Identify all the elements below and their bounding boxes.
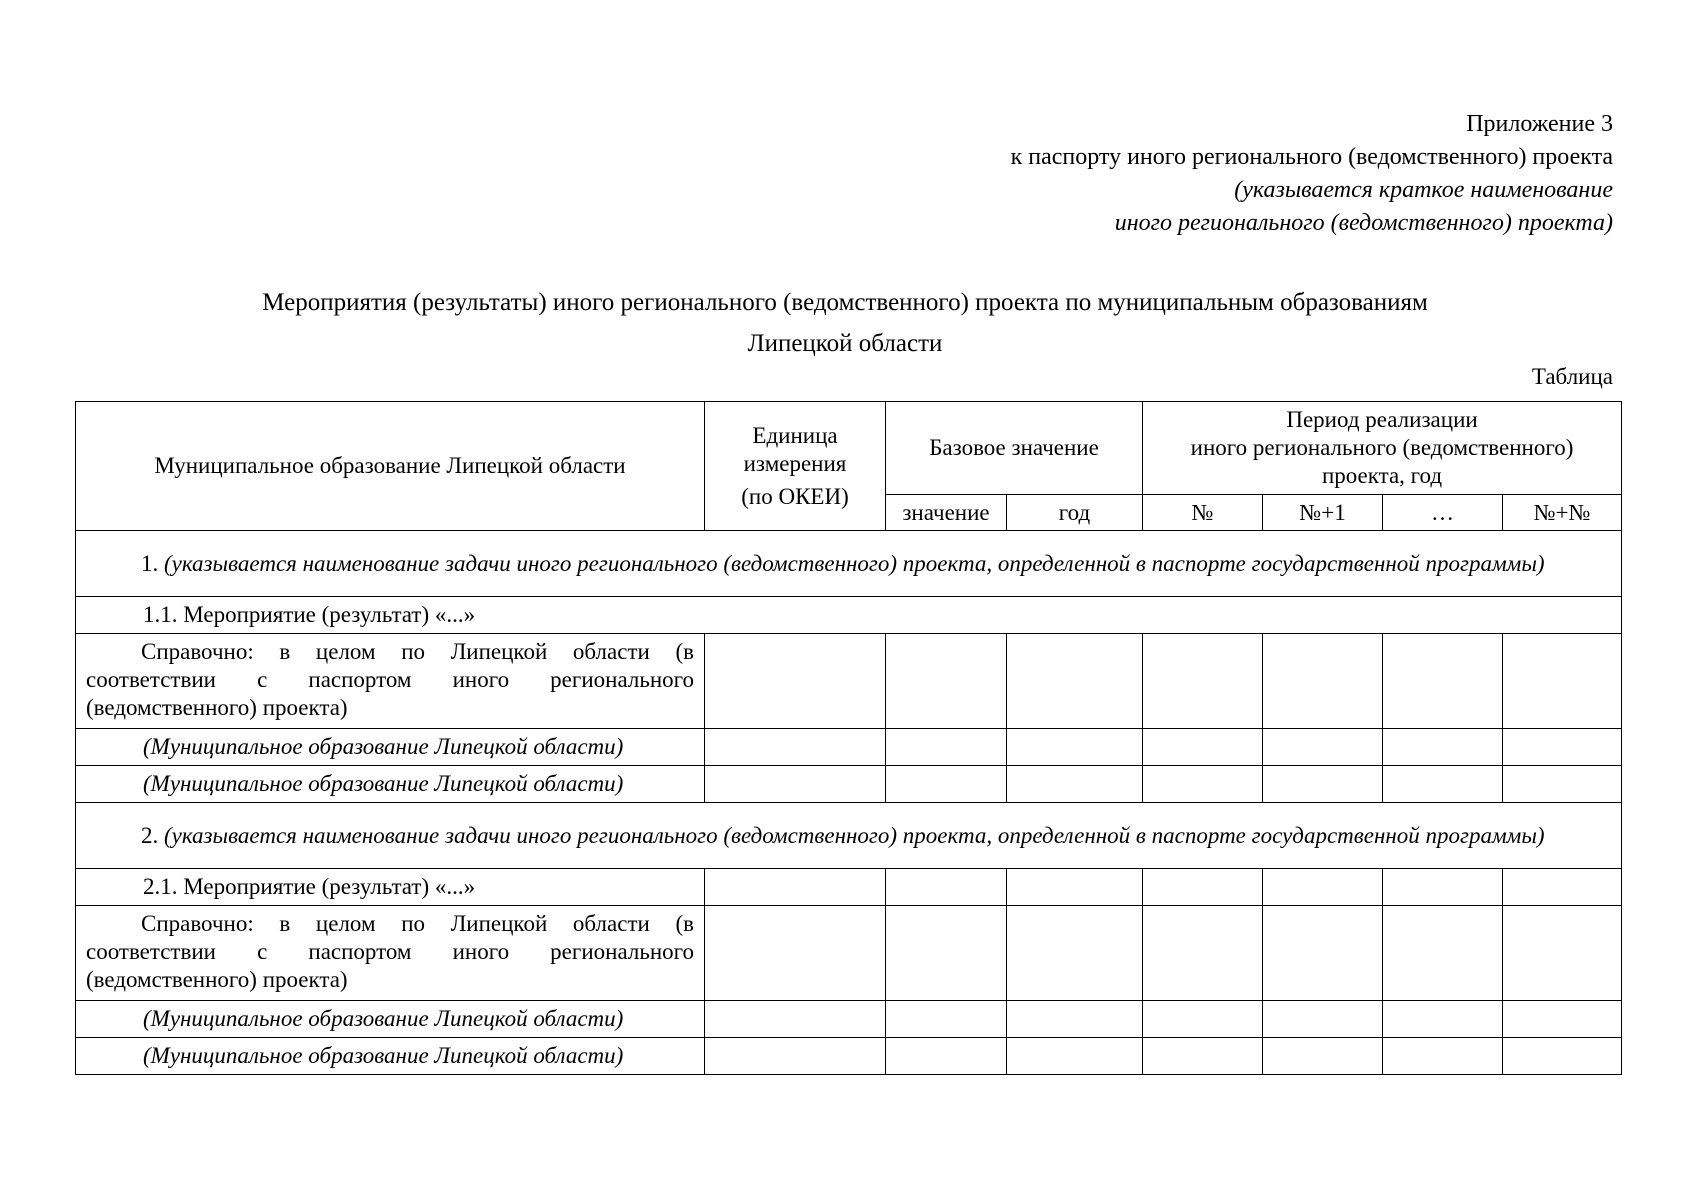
task-text-1: (указывается наименование задачи иного регионального (ведомственного) проекта, определенной в паспорте государственной программы) xyxy=(164,550,1545,576)
table-cell xyxy=(705,869,886,906)
table-cell xyxy=(886,869,1007,906)
appendix-number: Приложение 3 xyxy=(1466,111,1613,137)
table-cell xyxy=(1007,906,1143,1001)
header-row-1 xyxy=(76,402,1622,495)
table-cell xyxy=(705,729,886,766)
table-cell xyxy=(1263,634,1383,729)
sub-header-ellipsis: … xyxy=(1383,495,1503,531)
col-header-unit-line-1: Единица xyxy=(752,422,838,448)
reference-row-1 xyxy=(76,634,1622,729)
table-cell xyxy=(1503,906,1622,1001)
table-cell xyxy=(1383,1038,1503,1075)
table-cell xyxy=(1383,906,1503,1001)
reference-row-2 xyxy=(76,906,1622,1001)
municipality-label: (Муниципальное образование Липецкой области) xyxy=(76,1001,705,1038)
appendix-subtitle: к паспорту иного регионального (ведомственного) проекта xyxy=(1010,144,1613,170)
col-header-municipality: Муниципальное образование Липецкой области xyxy=(76,402,705,531)
table-cell xyxy=(1263,1038,1383,1075)
table-cell xyxy=(886,906,1007,1001)
document-title xyxy=(75,282,1615,364)
appendix-header xyxy=(1011,108,1613,240)
table-cell xyxy=(1143,1001,1263,1038)
task-row-2 xyxy=(76,803,1622,869)
table-cell xyxy=(1503,1038,1622,1075)
municipality-label: (Муниципальное образование Липецкой области) xyxy=(76,766,705,803)
table-cell xyxy=(1383,766,1503,803)
table-cell xyxy=(1383,1001,1503,1038)
table-cell xyxy=(1007,766,1143,803)
table-cell xyxy=(1383,869,1503,906)
measure-row-2 xyxy=(76,869,1622,906)
table-cell xyxy=(1263,906,1383,1001)
table-cell xyxy=(1503,869,1622,906)
table-cell xyxy=(1263,766,1383,803)
measure-label-1: 1.1. Мероприятие (результат) «...» xyxy=(76,597,1622,634)
table-cell xyxy=(1383,729,1503,766)
table-cell xyxy=(1143,906,1263,1001)
table-cell xyxy=(1263,869,1383,906)
table-cell xyxy=(1503,766,1622,803)
table-cell xyxy=(705,634,886,729)
sub-header-n: № xyxy=(1143,495,1263,531)
table-cell xyxy=(1263,729,1383,766)
municipality-row xyxy=(76,766,1622,803)
municipality-row xyxy=(76,1001,1622,1038)
sub-header-n-plus-1: №+1 xyxy=(1263,495,1383,531)
table-cell xyxy=(1007,634,1143,729)
table-cell xyxy=(886,1038,1007,1075)
task-number-1: 1. xyxy=(141,550,159,576)
col-header-unit-line-2: измерения xyxy=(743,450,847,476)
sub-header-value: значение xyxy=(886,495,1007,531)
col-header-unit xyxy=(705,402,886,531)
table-cell xyxy=(1143,1038,1263,1075)
measure-row-1 xyxy=(76,597,1622,634)
table-cell xyxy=(1503,634,1622,729)
table-cell xyxy=(705,766,886,803)
sub-header-n-plus-n: №+№ xyxy=(1503,495,1622,531)
reference-label-1: Справочно: в целом по Липецкой области (в соответствии с паспортом иного регионального (ведомственного) проекта) xyxy=(76,634,705,729)
col-header-period-line-3: проекта, год xyxy=(1321,463,1443,488)
appendix-note-1: (указывается краткое наименование xyxy=(1234,177,1613,203)
municipality-label: (Муниципальное образование Липецкой области) xyxy=(76,1038,705,1075)
col-header-base-value: Базовое значение xyxy=(886,402,1143,495)
reference-label-2: Справочно: в целом по Липецкой области (в соответствии с паспортом иного регионального (ведомственного) проекта) xyxy=(76,906,705,1001)
table-cell xyxy=(1143,729,1263,766)
table-cell xyxy=(1007,1038,1143,1075)
table-cell xyxy=(1007,1001,1143,1038)
municipality-row xyxy=(76,1038,1622,1075)
task-cell-1 xyxy=(76,531,1622,597)
col-header-period-line-2: иного регионального (ведомственного) xyxy=(1190,435,1574,460)
sub-header-year: год xyxy=(1007,495,1143,531)
col-header-unit-line-3: (по ОКЕИ) xyxy=(741,483,849,509)
table-cell xyxy=(1503,1001,1622,1038)
table-cell xyxy=(886,1001,1007,1038)
table-cell xyxy=(1143,634,1263,729)
table-cell xyxy=(886,766,1007,803)
table-cell xyxy=(1007,729,1143,766)
table-cell xyxy=(1383,634,1503,729)
task-cell-2 xyxy=(76,803,1622,869)
table-cell xyxy=(1143,766,1263,803)
measure-label-2: 2.1. Мероприятие (результат) «...» xyxy=(76,869,705,906)
table-label: Таблица xyxy=(1531,364,1613,389)
task-number-2: 2. xyxy=(141,822,159,848)
task-text-2: (указывается наименование задачи иного регионального (ведомственного) проекта, определенной в паспорте государственной программы) xyxy=(164,822,1545,848)
table-cell xyxy=(1503,729,1622,766)
table-cell xyxy=(705,1038,886,1075)
table-cell xyxy=(1263,1001,1383,1038)
table-cell xyxy=(1007,869,1143,906)
document-title-line-2: Липецкой области xyxy=(747,330,943,357)
appendix-note-2: иного регионального (ведомственного) проекта) xyxy=(1114,210,1613,236)
table-cell xyxy=(705,906,886,1001)
table-cell xyxy=(886,729,1007,766)
col-header-period-line-1: Период реализации xyxy=(1286,407,1478,432)
col-header-period xyxy=(1143,402,1622,495)
table-cell xyxy=(1143,869,1263,906)
document-title-line-1: Мероприятия (результаты) иного регионального (ведомственного) проекта по муниципальным образованиям xyxy=(262,289,1428,316)
municipal-measures-table xyxy=(75,401,1622,1075)
table-cell xyxy=(705,1001,886,1038)
table-cell xyxy=(886,634,1007,729)
municipality-label: (Муниципальное образование Липецкой области) xyxy=(76,729,705,766)
municipality-row xyxy=(76,729,1622,766)
task-row-1 xyxy=(76,531,1622,597)
